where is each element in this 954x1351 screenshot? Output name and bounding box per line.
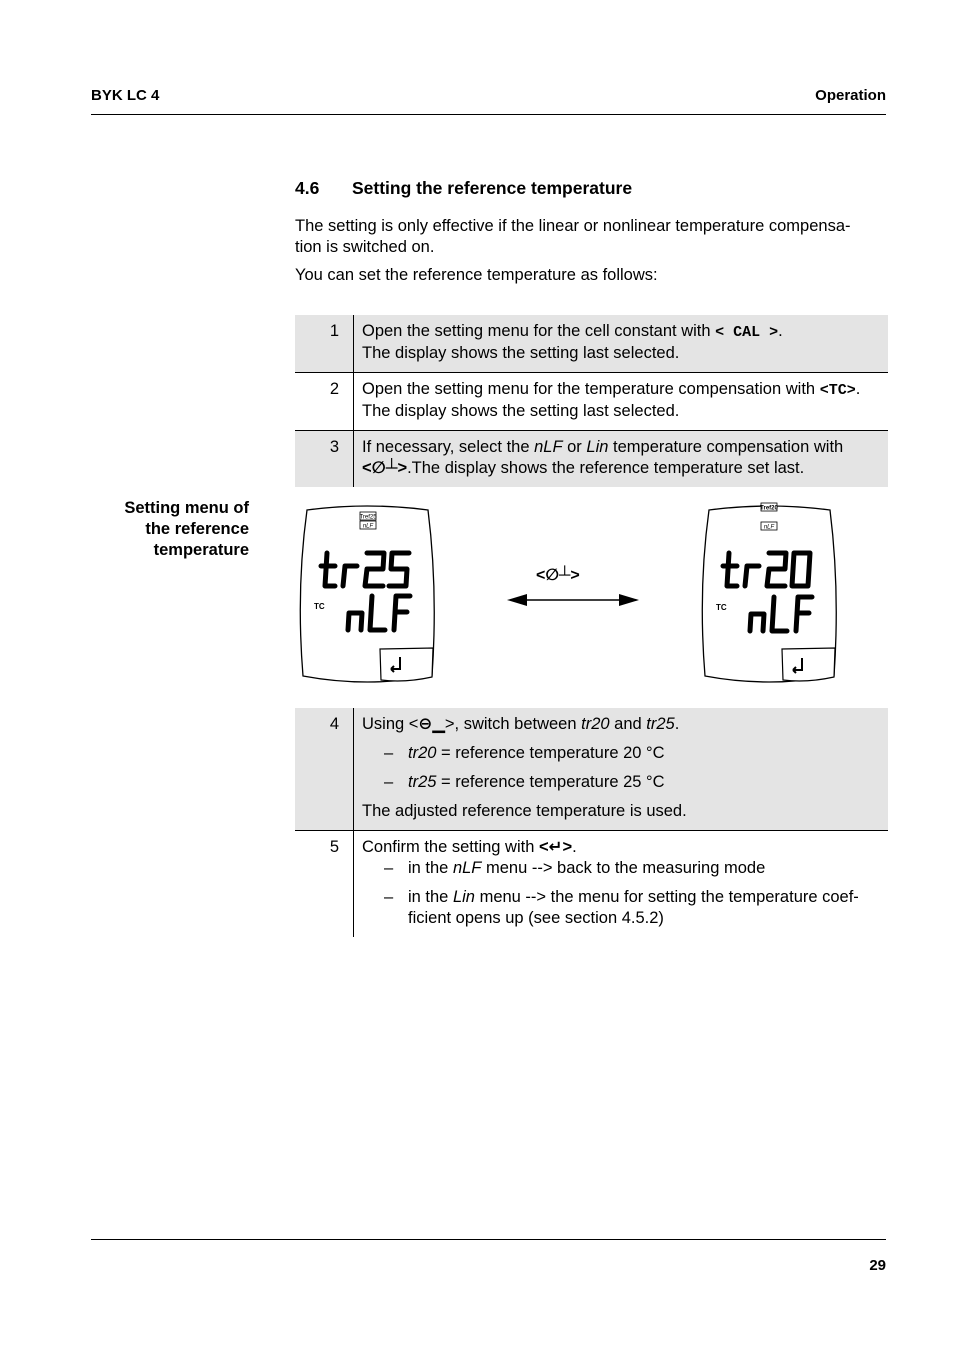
section-title-text: Setting the reference temperature [352,178,633,198]
step-row [295,708,888,831]
step-text: Confirm the setting with <↵>. – in the nLF menu --> back to the measuring mode – in the Lin menu --> the menu for setting the temperature coef- ficient opens up (see section 4.5.2) [354,831,889,938]
step-number: 2 [295,373,354,431]
list-item: – in the Lin menu --> the menu for setting the temperature coef- ficient opens up (see section 4.5.2) [384,888,859,927]
step-text: Open the setting menu for the temperature compensation with <TC>. The display shows the setting last selected. [354,373,889,431]
steps-table-bottom [295,708,888,937]
step-text: Open the setting menu for the cell constant with < CAL >. The display shows the setting last selected. [354,315,889,373]
list-item: – in the nLF menu --> back to the measuring mode [384,859,766,877]
step-row [295,373,888,431]
nlf-indicator-text: nLF [763,524,775,531]
lcd-display-tr25 [295,500,440,688]
list-item: – tr20 = reference temperature 20 °C [384,744,665,762]
select-key: <∅┴> [362,459,408,477]
figure-margin-label: Setting menu of the reference temperature [124,499,249,559]
header-rule [91,114,886,115]
step-row [295,315,888,373]
step-footer: The adjusted reference temperature is used. [362,802,687,820]
tc-indicator: TC [314,602,325,611]
intro-line-2: tion is switched on. [295,238,435,256]
header-product: BYK LC 4 [91,87,160,104]
step-number: 3 [295,431,354,488]
lcd-display-tr20 [697,500,842,688]
toggle-arrow [505,590,641,610]
tref-indicator-text: Tref25 [359,514,377,521]
step-text: If necessary, select the nLF or Lin temperature compensation with <∅┴>.The display shows the reference temperature set last. [354,431,889,488]
steps-table-top [295,315,888,487]
cal-key: < CAL > [715,324,779,341]
step-row [295,431,888,488]
step-number: 4 [295,708,354,831]
step-row [295,831,888,938]
footer-rule [91,1239,886,1240]
page-number: 29 [869,1257,886,1274]
section-number: 4.6 [295,178,320,198]
section-title [295,178,632,199]
header-chapter: Operation [815,87,886,104]
nlf-indicator-text: nLF [362,523,374,530]
tref-indicator-text: Tref20 [760,505,778,512]
enter-softkey [380,648,433,681]
intro-paragraph-2: You can set the reference temperature as follows: [295,266,658,284]
enter-key: <↵> [539,838,573,856]
intro-line-1: The setting is only effective if the linear or nonlinear temperature compensa- [295,217,851,235]
tc-key: <TC> [819,382,856,399]
step-number: 1 [295,315,354,373]
list-item: – tr25 = reference temperature 25 °C [384,773,665,791]
step-number: 5 [295,831,354,938]
enter-softkey [782,648,835,681]
tc-indicator: TC [716,603,727,612]
arrow-label: <∅┴> [536,567,580,584]
intro-paragraph [295,216,890,258]
step-text: Using <⊖▁>, switch between tr20 and tr25. – tr20 = reference temperature 20 °C – tr25 = reference temperature 25 °C The adjusted reference temperature is used. [354,708,889,831]
up-down-key-icon: ⊖▁ [418,715,445,733]
